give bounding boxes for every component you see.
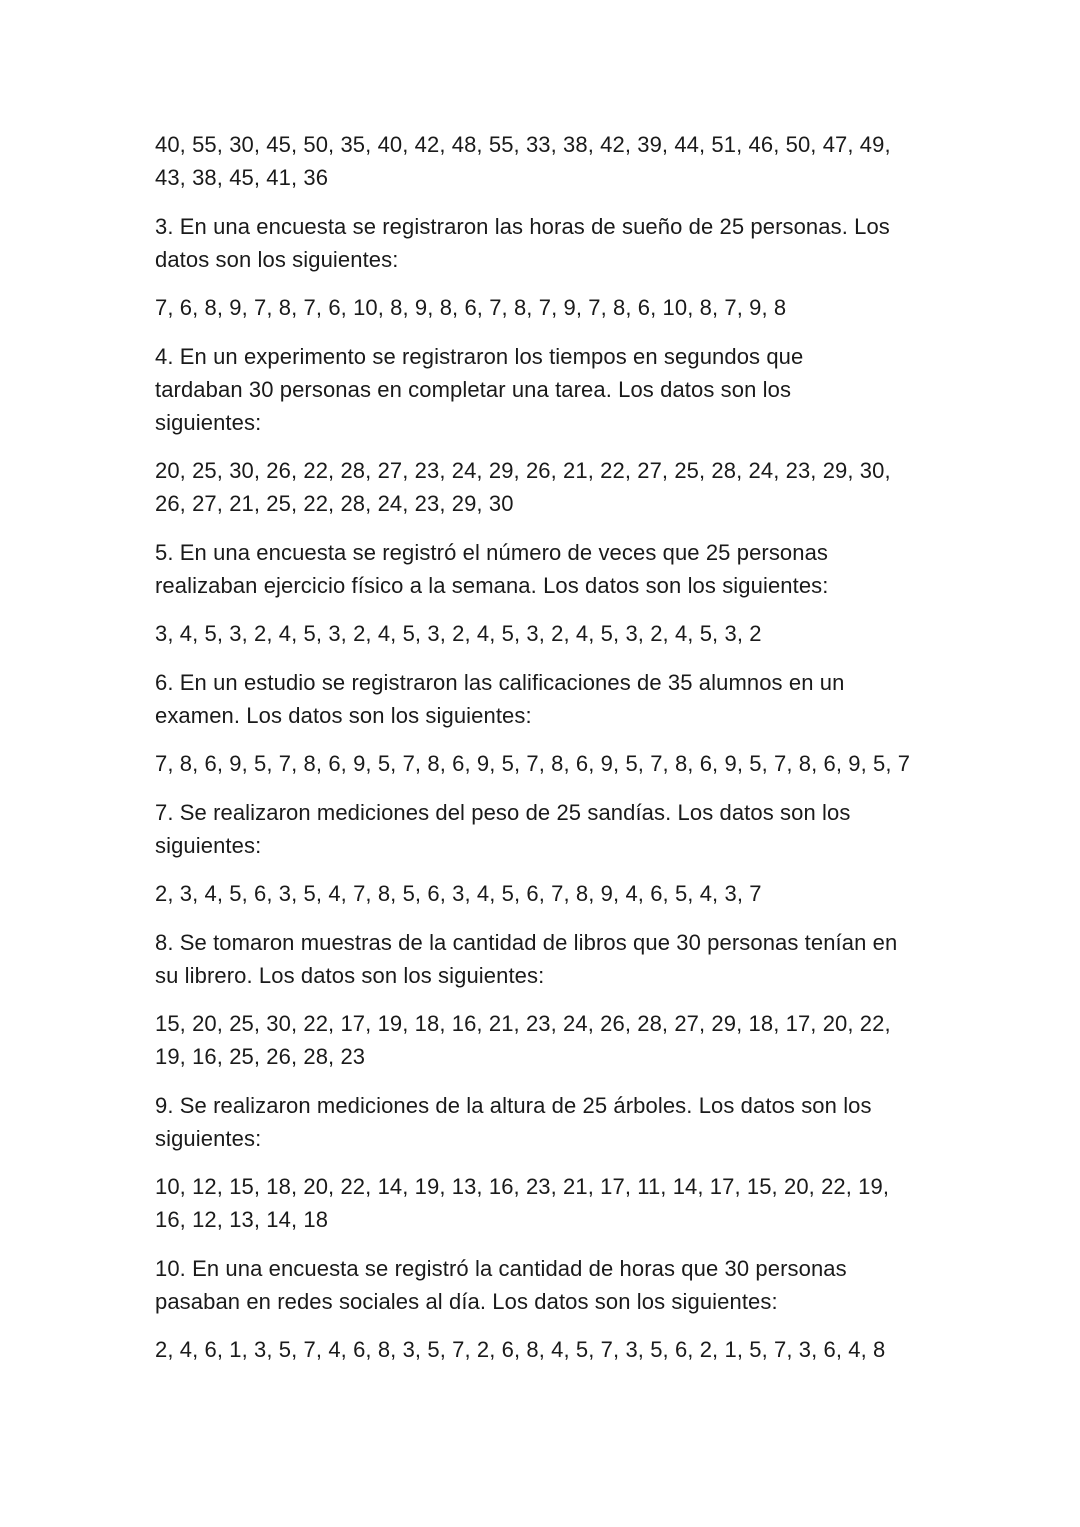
question-line: su librero. Los datos son los siguientes: [155, 963, 545, 988]
data-block-continued [155, 128, 935, 194]
question-10 [155, 1252, 935, 1318]
data-line: 26, 27, 21, 25, 22, 28, 24, 23, 29, 30 [155, 491, 514, 516]
data-line: 3, 4, 5, 3, 2, 4, 5, 3, 2, 4, 5, 3, 2, 4, 5, 3, 2, 4, 5, 3, 2, 4, 5, 3, 2 [155, 621, 762, 646]
question-line: siguientes: [155, 1126, 262, 1151]
question-7 [155, 796, 935, 862]
data-block-8 [155, 1007, 935, 1073]
question-4 [155, 340, 935, 439]
question-3 [155, 210, 935, 276]
data-line: 15, 20, 25, 30, 22, 17, 19, 18, 16, 21, 23, 24, 26, 28, 27, 29, 18, 17, 20, 22, [155, 1011, 891, 1036]
data-line: 16, 12, 13, 14, 18 [155, 1207, 329, 1232]
question-line: 9. Se realizaron mediciones de la altura de 25 árboles. Los datos son los [155, 1093, 872, 1118]
data-line: 20, 25, 30, 26, 22, 28, 27, 23, 24, 29, 26, 21, 22, 27, 25, 28, 24, 23, 29, 30, [155, 458, 891, 483]
question-line: realizaban ejercicio físico a la semana. Los datos son los siguientes: [155, 573, 829, 598]
question-line: 7. Se realizaron mediciones del peso de 25 sandías. Los datos son los [155, 800, 851, 825]
question-9 [155, 1089, 935, 1155]
data-block-7 [155, 877, 935, 910]
data-line: 40, 55, 30, 45, 50, 35, 40, 42, 48, 55, 33, 38, 42, 39, 44, 51, 46, 50, 47, 49, [155, 132, 891, 157]
data-line: 2, 3, 4, 5, 6, 3, 5, 4, 7, 8, 5, 6, 3, 4, 5, 6, 7, 8, 9, 4, 6, 5, 4, 3, 7 [155, 881, 762, 906]
document-page [155, 128, 935, 1382]
data-line: 7, 6, 8, 9, 7, 8, 7, 6, 10, 8, 9, 8, 6, 7, 8, 7, 9, 7, 8, 6, 10, 8, 7, 9, 8 [155, 295, 787, 320]
data-block-4 [155, 454, 935, 520]
question-line: 5. En una encuesta se registró el número de veces que 25 personas [155, 540, 829, 565]
question-5 [155, 536, 935, 602]
question-line: siguientes: [155, 833, 262, 858]
question-8 [155, 926, 935, 992]
data-line: 2, 4, 6, 1, 3, 5, 7, 4, 6, 8, 3, 5, 7, 2, 6, 8, 4, 5, 7, 3, 5, 6, 2, 1, 5, 7, 3, 6, 4, 8 [155, 1337, 886, 1362]
data-line: 43, 38, 45, 41, 36 [155, 165, 329, 190]
data-block-6 [155, 747, 935, 780]
question-line: 6. En un estudio se registraron las calificaciones de 35 alumnos en un [155, 670, 845, 695]
question-line: 4. En un experimento se registraron los tiempos en segundos que [155, 344, 804, 369]
data-block-5 [155, 617, 935, 650]
data-line: 10, 12, 15, 18, 20, 22, 14, 19, 13, 16, 23, 21, 17, 11, 14, 17, 15, 20, 22, 19, [155, 1174, 890, 1199]
question-line: 8. Se tomaron muestras de la cantidad de libros que 30 personas tenían en [155, 930, 898, 955]
question-line: 10. En una encuesta se registró la cantidad de horas que 30 personas [155, 1256, 847, 1281]
data-line: 19, 16, 25, 26, 28, 23 [155, 1044, 366, 1069]
data-block-10 [155, 1333, 935, 1366]
question-line: siguientes: [155, 410, 262, 435]
question-line: 3. En una encuesta se registraron las horas de sueño de 25 personas. Los [155, 214, 890, 239]
question-line: datos son los siguientes: [155, 247, 399, 272]
data-block-3 [155, 291, 935, 324]
data-line: 7, 8, 6, 9, 5, 7, 8, 6, 9, 5, 7, 8, 6, 9, 5, 7, 8, 6, 9, 5, 7, 8, 6, 9, 5, 7, 8, 6, 9, 5, 7 [155, 751, 911, 776]
data-block-9 [155, 1170, 935, 1236]
question-line: tardaban 30 personas en completar una tarea. Los datos son los [155, 377, 792, 402]
question-line: examen. Los datos son los siguientes: [155, 703, 532, 728]
question-line: pasaban en redes sociales al día. Los datos son los siguientes: [155, 1289, 778, 1314]
question-6 [155, 666, 935, 732]
